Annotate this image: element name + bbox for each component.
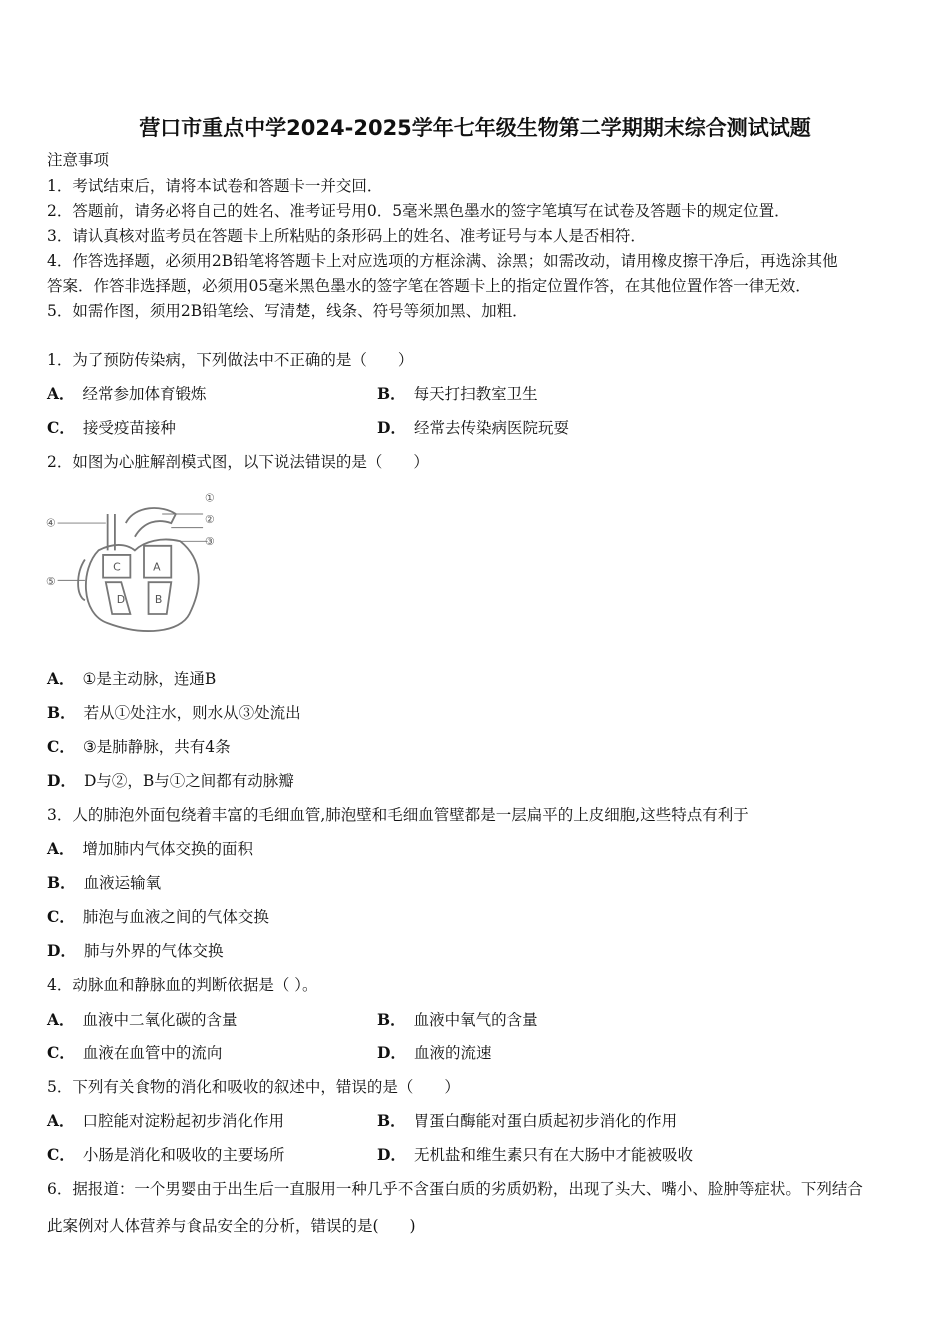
option-text: 无机盐和维生素只有在大肠中才能被吸收 [413,1146,693,1164]
option-b [377,384,538,404]
question-stem: 2．如图为心脏解剖模式图，以下说法错误的是（ ） [47,453,429,471]
label-d: D [116,593,126,607]
notice-heading: 注意事项 [47,151,110,169]
option-text: D与②，B与①之间都有动脉瓣 [83,772,294,790]
heart-diagram [44,484,244,644]
option-text: 经常参加体育锻炼 [82,385,207,403]
option-a [47,669,216,689]
label-3: ③ [204,534,215,548]
question-stem: 6．据报道：一个男婴由于出生后一直服用一种几乎不含蛋白质的劣质奶粉，出现了头大、嘴小、脸肿等症状。下列结合 [47,1180,863,1198]
option-d [377,418,569,438]
option-key: B． [377,384,406,403]
option-a [47,384,207,404]
option-key: B． [377,1010,406,1029]
option-d [47,771,294,791]
option-key: D． [377,418,406,437]
notice-item: 5．如需作图，须用2B铅笔绘、写清楚，线条、符号等须加黑、加粗． [47,302,528,320]
option-text: 血液的流速 [413,1044,492,1062]
label-c: C [113,560,121,574]
option-key: A． [47,669,75,688]
option-b [47,873,161,893]
notice-item: 1．考试结束后，请将本试卷和答题卡一并交回． [47,177,383,195]
option-text: 血液运输氧 [83,874,162,892]
option-c [47,1145,284,1165]
option-text: 每天打扫教室卫生 [413,385,538,403]
option-text: 血液中氧气的含量 [413,1011,538,1029]
notice-item: 答案．作答非选择题，必须用05毫米黑色墨水的签字笔在答题卡上的指定位置作答，在其他位置作答一律无效． [47,277,811,295]
option-text: 肺泡与血液之间的气体交换 [82,908,269,926]
option-text: 肺与外界的气体交换 [83,942,224,960]
label-a: A [153,560,161,574]
option-b [47,703,301,723]
option-text: 血液中二氧化碳的含量 [82,1011,238,1029]
question-stem-continued: 此案例对人体营养与食品安全的分析，错误的是( ) [47,1217,416,1235]
option-key: D． [377,1043,406,1062]
question-stem: 4．动脉血和静脉血的判断依据是（ ）。 [47,976,318,994]
question-stem: 3．人的肺泡外面包绕着丰富的毛细血管,肺泡壁和毛细血管壁都是一层扁平的上皮细胞,这些特点有利于 [47,806,749,824]
option-a [47,1010,238,1030]
option-a [47,1111,284,1131]
notice-item: 3．请认真核对监考员在答题卡上所粘贴的条形码上的姓名、准考证号与本人是否相符． [47,227,646,245]
option-text: 接受疫苗接种 [82,419,176,437]
option-key: C． [47,1145,75,1164]
option-key: C． [47,418,75,437]
question-stem: 5．下列有关食物的消化和吸收的叙述中，错误的是（ ） [47,1078,460,1096]
option-key: D． [377,1145,406,1164]
option-c [47,737,231,757]
option-key: C． [47,1043,75,1062]
option-key: A． [47,1010,75,1029]
option-text: 增加肺内气体交换的面积 [82,840,254,858]
option-text: 经常去传染病医院玩耍 [413,419,569,437]
option-key: C． [47,737,75,756]
option-d [377,1145,693,1165]
option-key: A． [47,384,75,403]
option-b [377,1010,538,1030]
option-key: A． [47,1111,75,1130]
option-key: D． [47,771,76,790]
option-key: B． [47,873,76,892]
option-text: 胃蛋白酶能对蛋白质起初步消化的作用 [413,1112,678,1130]
label-b: B [154,593,163,607]
option-text: 若从①处注水，则水从③处流出 [83,704,301,722]
option-text: 小肠是消化和吸收的主要场所 [82,1146,285,1164]
option-c [47,1043,222,1063]
option-key: B． [47,703,76,722]
option-c [47,907,269,927]
option-text: ①是主动脉，连通B [82,670,217,688]
option-d [47,941,223,961]
option-key: D． [47,941,76,960]
option-text: ③是肺静脉，共有4条 [82,738,231,756]
label-4: ④ [45,516,56,530]
option-c [47,418,176,438]
option-key: C． [47,907,75,926]
option-text: 口腔能对淀粉起初步消化作用 [82,1112,285,1130]
notice-item: 4．作答选择题，必须用2B铅笔将答题卡上对应选项的方框涂满、涂黑；如需改动，请用橡皮擦干净后，再选涂其他 [47,252,838,270]
label-2: ② [204,513,215,527]
option-text: 血液在血管中的流向 [82,1044,223,1062]
option-key: B． [377,1111,406,1130]
option-b [377,1111,677,1131]
option-a [47,839,253,859]
label-5: ⑤ [45,574,56,588]
option-key: A． [47,839,75,858]
option-d [377,1043,491,1063]
page-title: 营口市重点中学2024-2025学年七年级生物第二学期期末综合测试试题 [139,116,811,140]
question-stem: 1．为了预防传染病，下列做法中不正确的是（ ） [47,351,414,369]
label-1: ① [204,491,215,505]
notice-item: 2．答题前，请务必将自己的姓名、准考证号用0．5毫米黑色墨水的签字笔填写在试卷及答题卡的规定位置． [47,202,790,220]
